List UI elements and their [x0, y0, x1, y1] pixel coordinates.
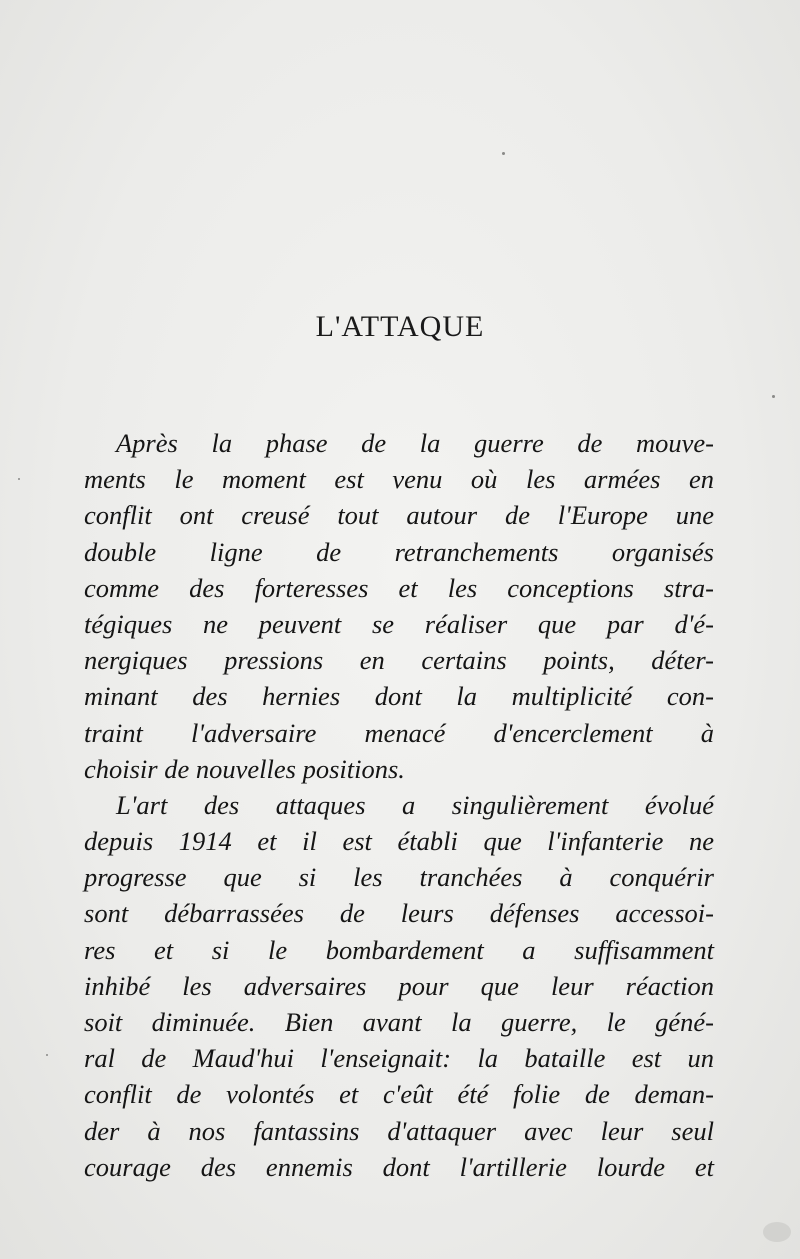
text-line: progresse que si les tranchées à conquérir	[84, 862, 714, 893]
text-line: sont débarrassées de leurs défenses accessoi-	[84, 898, 714, 929]
text-line: soit diminuée. Bien avant la guerre, le géné-	[84, 1007, 714, 1037]
chapter-title: L'ATTAQUE	[315, 310, 485, 343]
text-line: conflit ont creusé tout autour de l'Europe une	[84, 500, 714, 531]
paper-speck	[772, 395, 775, 398]
text-line: der à nos fantassins d'attaquer avec leur seul	[84, 1115, 714, 1146]
text-line: depuis 1914 et il est établi que l'infanterie ne	[84, 826, 714, 857]
text-line: ral de Maud'hui l'enseignait: la bataille est un	[84, 1043, 714, 1074]
text-line: L'art des attaques a singulièrement évolué	[116, 789, 714, 820]
paper-speck	[763, 1222, 791, 1242]
text-line: traint l'adversaire menacé d'encerclement à	[84, 717, 714, 748]
text-line: ments le moment est venu où les armées en	[84, 464, 714, 495]
body-text	[84, 425, 714, 1185]
text-line: choisir de nouvelles positions.	[84, 753, 405, 784]
text-line: inhibé les adversaires pour que leur réaction	[84, 970, 714, 1001]
paper-speck	[18, 478, 20, 480]
paper-speck	[46, 1054, 48, 1056]
text-line: double ligne de retranchements organisés	[84, 536, 714, 567]
text-line: tégiques ne peuvent se réaliser que par d'é-	[84, 608, 714, 639]
text-line: minant des hernies dont la multiplicité con-	[84, 681, 714, 712]
text-line: conflit de volontés et c'eût été folie de deman-	[84, 1079, 714, 1110]
text-line: nergiques pressions en certains points, déter-	[84, 645, 714, 676]
paper-speck	[502, 152, 505, 155]
text-line: courage des ennemis dont l'artillerie lourde et	[84, 1151, 714, 1182]
text-line: Après la phase de la guerre de mouve-	[116, 428, 714, 458]
text-line: res et si le bombardement a suffisamment	[84, 934, 714, 965]
text-line: comme des forteresses et les conceptions stra-	[84, 572, 714, 603]
